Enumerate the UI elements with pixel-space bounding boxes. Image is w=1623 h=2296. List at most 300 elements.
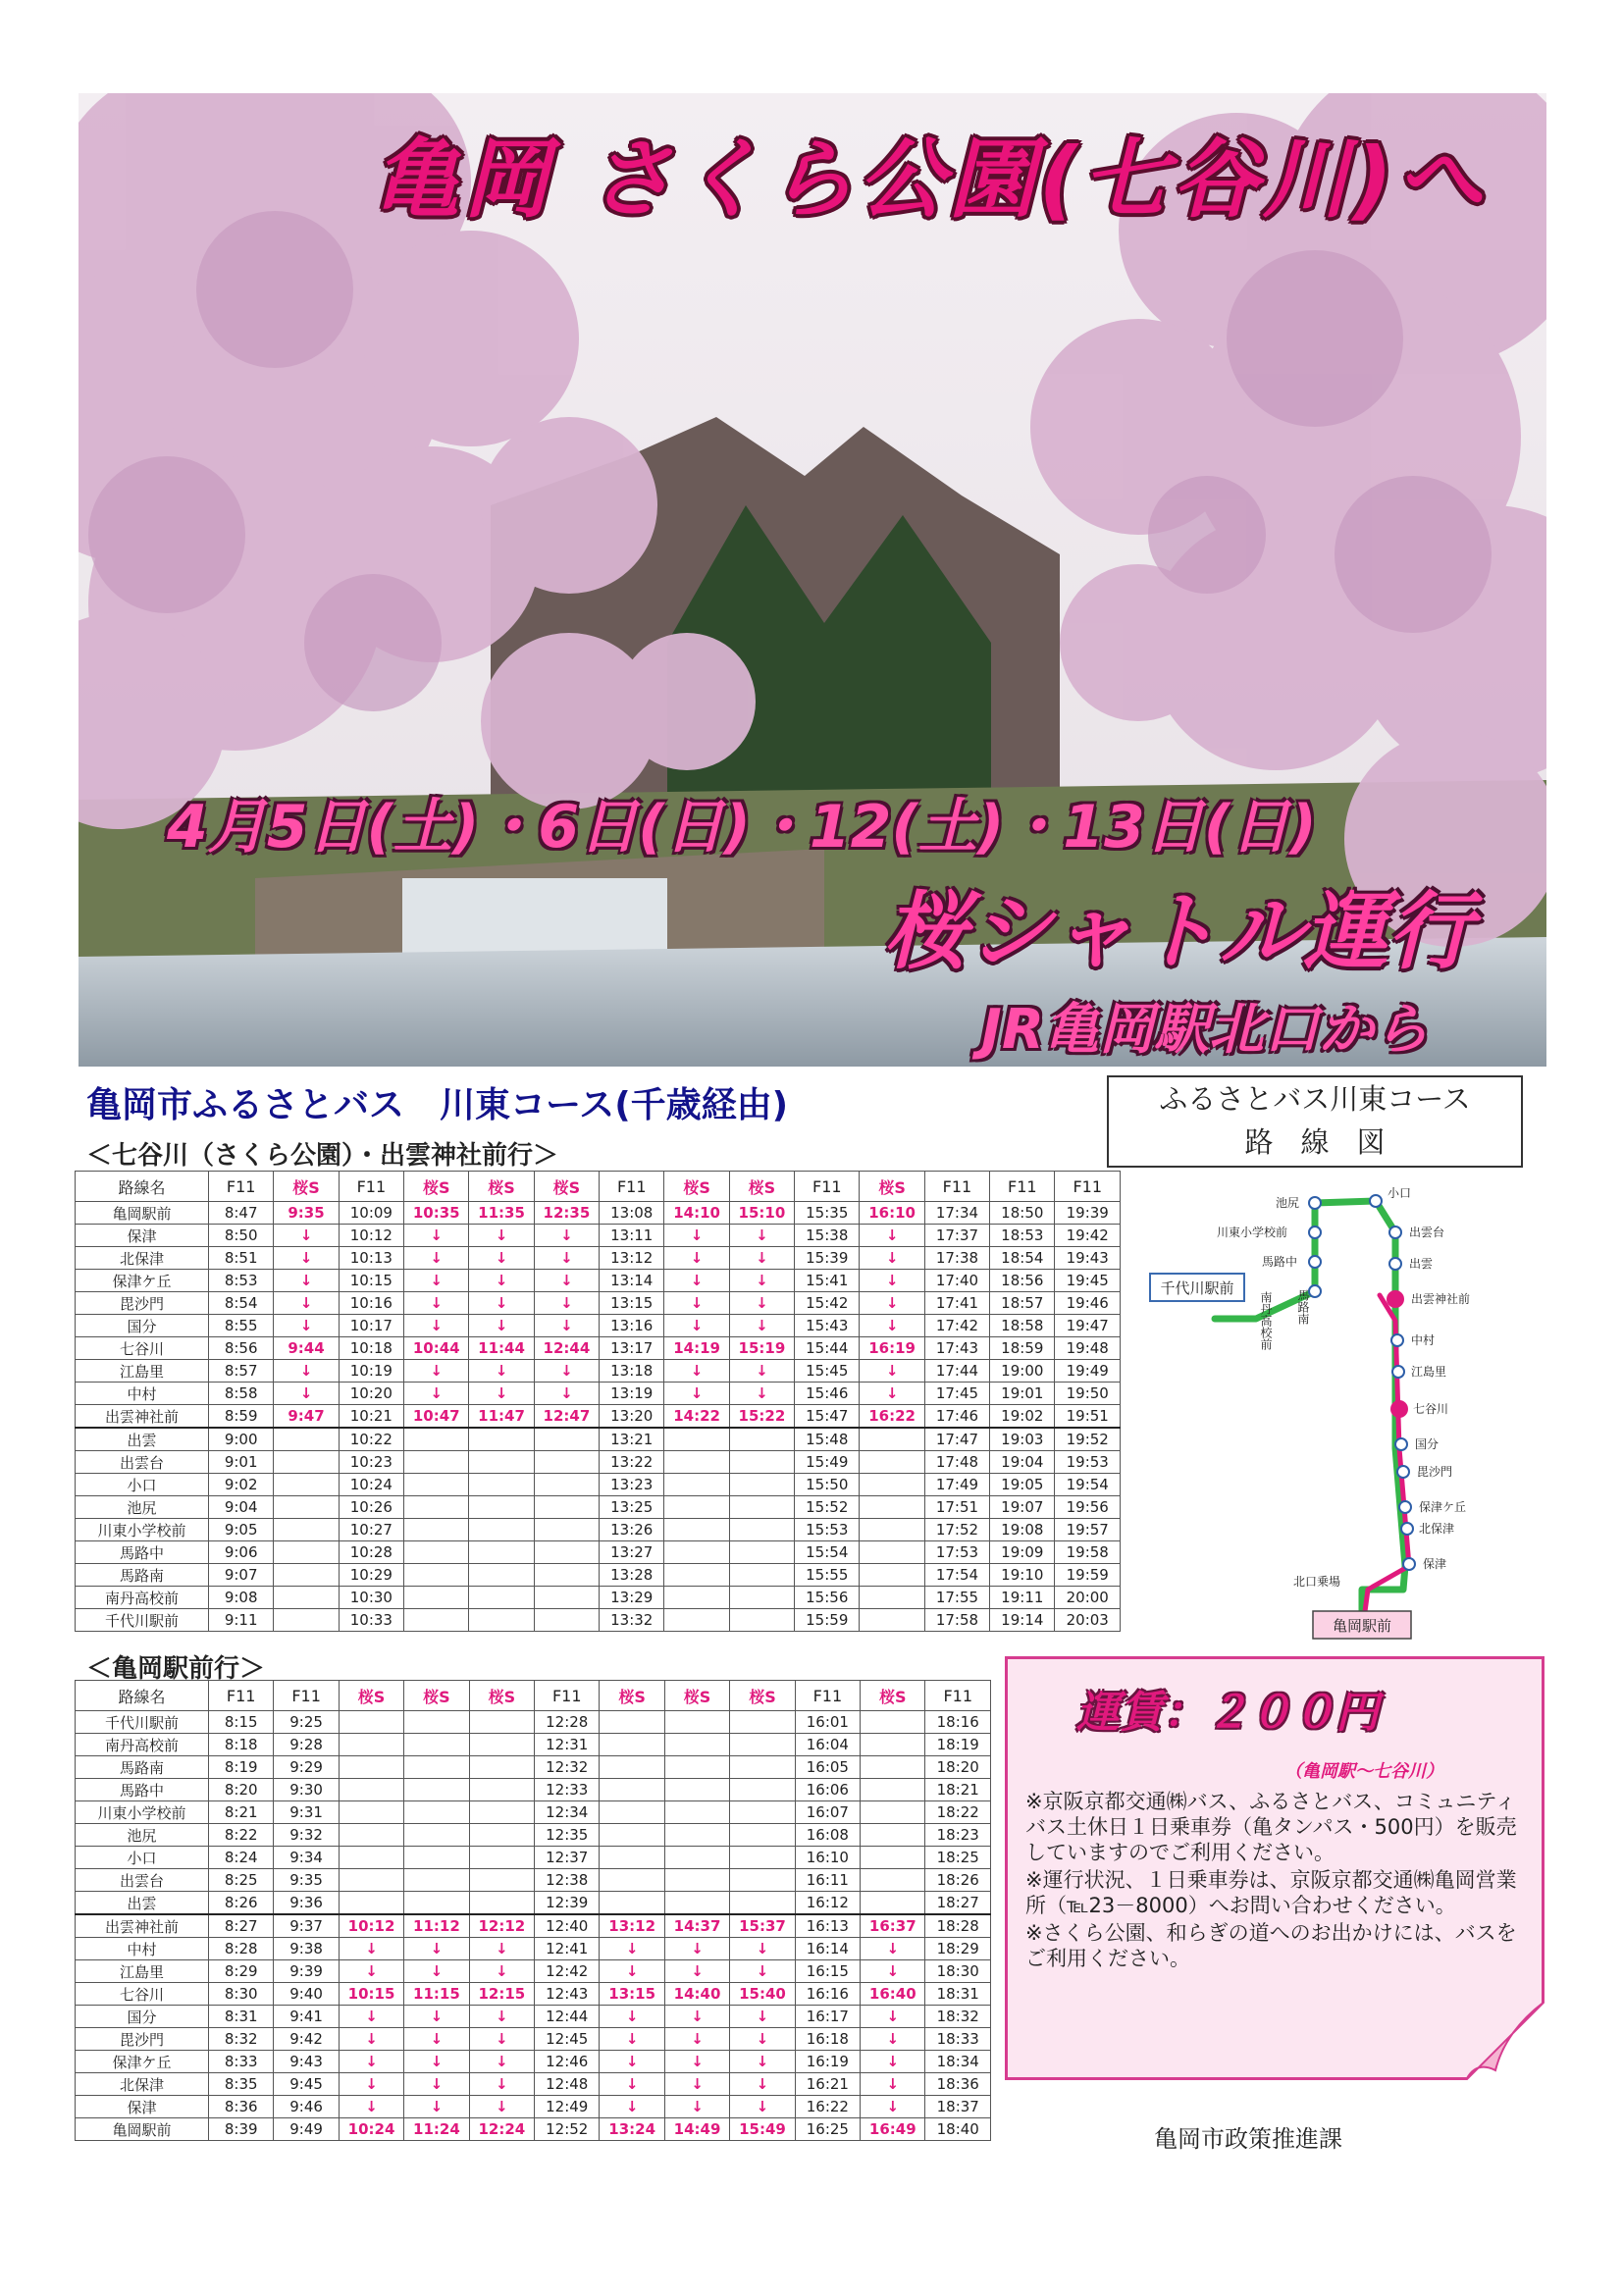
- departure-time: 19:53: [1055, 1451, 1121, 1474]
- departure-time: 9:35: [274, 1869, 339, 1892]
- departure-time: 12:35: [535, 1824, 600, 1847]
- departure-time: [600, 1892, 664, 1915]
- departure-time: ↓: [339, 2051, 403, 2073]
- departure-time: 11:12: [404, 1914, 469, 1938]
- departure-time: ↓: [339, 2073, 403, 2096]
- map-stop-chiyokawa: 千代川駅前: [1160, 1279, 1234, 1297]
- departure-time: [534, 1609, 599, 1632]
- departure-time: [664, 1824, 729, 1847]
- departure-time: ↓: [339, 1960, 403, 1983]
- timetable-row: [76, 2073, 991, 2096]
- departure-time: 12:40: [535, 1914, 600, 1938]
- departure-time: [860, 1428, 924, 1451]
- stop-name: 馬路中: [76, 1541, 209, 1564]
- departure-time: [729, 1609, 794, 1632]
- route-title: 亀岡市ふるさとバス 川東コース(千歳経由): [86, 1085, 789, 1125]
- departure-time: [469, 1587, 534, 1609]
- departure-time: 19:04: [990, 1451, 1055, 1474]
- stop-name: 中村: [76, 1938, 209, 1960]
- timetable-row: [76, 1960, 991, 1983]
- departure-time: ↓: [861, 2096, 925, 2118]
- departure-time: [860, 1609, 924, 1632]
- departure-time: 19:50: [1055, 1383, 1121, 1405]
- column-header-service: 桜S: [274, 1172, 339, 1202]
- departure-time: ↓: [469, 1938, 534, 1960]
- departure-time: 13:08: [600, 1202, 664, 1225]
- departure-time: ↓: [404, 2006, 469, 2028]
- departure-time: 19:59: [1055, 1564, 1121, 1587]
- departure-time: [664, 1892, 729, 1915]
- departure-time: 19:46: [1055, 1292, 1121, 1315]
- departure-time: 18:34: [925, 2051, 991, 2073]
- departure-time: ↓: [860, 1225, 924, 1247]
- fare-title: 運賃：２００円: [1076, 1688, 1379, 1738]
- departure-time: [404, 1564, 469, 1587]
- departure-time: 9:40: [274, 1983, 339, 2006]
- map-stop-label: 江島里: [1411, 1365, 1447, 1379]
- timetable-inbound: [75, 1680, 991, 2141]
- departure-time: [730, 1779, 795, 1801]
- stop-name: 池尻: [76, 1824, 209, 1847]
- departure-time: 16:18: [795, 2028, 860, 2051]
- departure-time: 9:11: [209, 1609, 274, 1632]
- departure-time: 10:47: [404, 1405, 469, 1429]
- departure-time: 12:44: [535, 2006, 600, 2028]
- fare-subtitle: （亀岡駅～七谷川）: [1284, 1761, 1443, 1782]
- departure-time: 10:20: [339, 1383, 403, 1405]
- departure-time: 13:26: [600, 1519, 664, 1541]
- departure-time: ↓: [469, 2073, 534, 2096]
- departure-time: [860, 1587, 924, 1609]
- departure-time: 17:45: [924, 1383, 989, 1405]
- departure-time: 13:14: [600, 1270, 664, 1292]
- departure-time: 18:22: [925, 1801, 991, 1824]
- timetable-row: [76, 2051, 991, 2073]
- timetable-row: [76, 1496, 1121, 1519]
- departure-time: 9:44: [274, 1337, 339, 1360]
- departure-time: 9:37: [274, 1914, 339, 1938]
- timetable-row: [76, 2006, 991, 2028]
- map-stop-label: 北保津: [1419, 1522, 1455, 1536]
- departure-time: [469, 1474, 534, 1496]
- departure-time: 16:15: [795, 1960, 860, 1983]
- departure-time: 19:11: [990, 1587, 1055, 1609]
- departure-time: [274, 1428, 339, 1451]
- page-curl-decoration: [1466, 2002, 1544, 2080]
- departure-time: 12:49: [535, 2096, 600, 2118]
- departure-time: ↓: [664, 1960, 729, 1983]
- departure-time: [274, 1587, 339, 1609]
- timetable-row: [76, 1474, 1121, 1496]
- departure-time: 19:05: [990, 1474, 1055, 1496]
- departure-time: 12:24: [469, 2118, 534, 2141]
- departure-time: ↓: [729, 1270, 794, 1292]
- departure-time: 12:35: [534, 1202, 599, 1225]
- departure-time: [729, 1496, 794, 1519]
- departure-time: 19:48: [1055, 1337, 1121, 1360]
- departure-time: 15:52: [795, 1496, 860, 1519]
- departure-time: 16:08: [795, 1824, 860, 1847]
- departure-time: 8:20: [209, 1779, 274, 1801]
- map-stop-marker: [1309, 1256, 1321, 1268]
- departure-time: 17:53: [924, 1541, 989, 1564]
- stop-name: 千代川駅前: [76, 1609, 209, 1632]
- departure-time: 10:24: [339, 1474, 403, 1496]
- departure-time: 16:37: [861, 1914, 925, 1938]
- departure-time: [664, 1609, 729, 1632]
- map-stop-label: 出雲: [1409, 1257, 1434, 1271]
- departure-time: 11:44: [469, 1337, 534, 1360]
- column-header-service: F11: [925, 1681, 991, 1711]
- departure-time: 10:35: [404, 1202, 469, 1225]
- departure-time: [274, 1496, 339, 1519]
- departure-time: 10:28: [339, 1541, 403, 1564]
- departure-time: ↓: [860, 1360, 924, 1383]
- departure-time: [469, 1734, 534, 1756]
- departure-time: [404, 1474, 469, 1496]
- departure-time: ↓: [729, 1315, 794, 1337]
- timetable-row: [76, 2118, 991, 2141]
- departure-time: ↓: [860, 1292, 924, 1315]
- stop-name: 七谷川: [76, 1337, 209, 1360]
- departure-time: ↓: [730, 2073, 795, 2096]
- departure-time: 12:15: [469, 1983, 534, 2006]
- departure-time: ↓: [274, 1247, 339, 1270]
- departure-time: [729, 1428, 794, 1451]
- departure-time: 16:12: [795, 1892, 860, 1915]
- departure-time: [600, 1824, 664, 1847]
- timetable-row: [76, 1451, 1121, 1474]
- departure-time: [469, 1428, 534, 1451]
- departure-time: 19:58: [1055, 1541, 1121, 1564]
- departure-time: 8:54: [209, 1292, 274, 1315]
- departure-time: 13:15: [600, 1292, 664, 1315]
- departure-time: ↓: [274, 1292, 339, 1315]
- departure-time: ↓: [404, 2028, 469, 2051]
- stop-name: 小口: [76, 1474, 209, 1496]
- departure-time: [469, 1496, 534, 1519]
- departure-time: 15:55: [795, 1564, 860, 1587]
- map-stop-label: 中村: [1411, 1333, 1436, 1347]
- departure-time: 14:40: [664, 1983, 729, 2006]
- fare-notes: [1025, 1789, 1536, 1973]
- departure-time: ↓: [339, 1938, 403, 1960]
- departure-time: 11:15: [404, 1983, 469, 2006]
- departure-time: 13:19: [600, 1383, 664, 1405]
- departure-time: [664, 1587, 729, 1609]
- timetable-row: [76, 1519, 1121, 1541]
- departure-time: 12:12: [469, 1914, 534, 1938]
- departure-time: [469, 1609, 534, 1632]
- departure-time: ↓: [664, 1360, 729, 1383]
- departure-time: 9:47: [274, 1405, 339, 1429]
- departure-time: 13:20: [600, 1405, 664, 1429]
- departure-time: 14:10: [664, 1202, 729, 1225]
- column-header-service: 桜S: [860, 1172, 924, 1202]
- departure-time: 9:29: [274, 1756, 339, 1779]
- departure-time: 12:28: [535, 1711, 600, 1734]
- stop-name: 国分: [76, 2006, 209, 2028]
- departure-time: 16:21: [795, 2073, 860, 2096]
- map-sakura-stop: [1390, 1400, 1408, 1418]
- departure-time: 16:01: [795, 1711, 860, 1734]
- fare-note: ※運行状況、１日乗車券は、京阪京都交通㈱亀岡営業所（℡23－8000）へお問い合わせください。: [1025, 1868, 1517, 1917]
- departure-time: ↓: [730, 2028, 795, 2051]
- departure-time: 18:21: [925, 1779, 991, 1801]
- departure-time: 17:37: [924, 1225, 989, 1247]
- departure-time: [861, 1779, 925, 1801]
- hero-from-text: JR亀岡駅北口から: [981, 998, 1429, 1062]
- departure-time: 18:40: [925, 2118, 991, 2141]
- departure-time: ↓: [534, 1225, 599, 1247]
- departure-time: [664, 1847, 729, 1869]
- departure-time: [729, 1451, 794, 1474]
- departure-time: 12:32: [535, 1756, 600, 1779]
- departure-time: ↓: [469, 1270, 534, 1292]
- departure-time: 9:00: [209, 1428, 274, 1451]
- departure-time: 17:34: [924, 1202, 989, 1225]
- stop-name: 国分: [76, 1315, 209, 1337]
- departure-time: 19:56: [1055, 1496, 1121, 1519]
- departure-time: 9:06: [209, 1541, 274, 1564]
- departure-time: ↓: [729, 1247, 794, 1270]
- departure-time: [664, 1734, 729, 1756]
- departure-time: [664, 1564, 729, 1587]
- stop-name: 川東小学校前: [76, 1801, 209, 1824]
- departure-time: 8:36: [209, 2096, 274, 2118]
- timetable-row: [76, 1202, 1121, 1225]
- departure-time: ↓: [730, 1938, 795, 1960]
- departure-time: 8:22: [209, 1824, 274, 1847]
- stop-name: 北保津: [76, 1247, 209, 1270]
- timetable-row: [76, 1779, 991, 1801]
- departure-time: [860, 1564, 924, 1587]
- departure-time: [339, 1779, 403, 1801]
- map-stop-label: 馬路中: [1262, 1255, 1298, 1269]
- departure-time: [534, 1428, 599, 1451]
- departure-time: 10:13: [339, 1247, 403, 1270]
- departure-time: [600, 1801, 664, 1824]
- departure-time: 15:41: [795, 1270, 860, 1292]
- departure-time: 10:18: [339, 1337, 403, 1360]
- departure-time: 9:36: [274, 1892, 339, 1915]
- departure-time: [860, 1496, 924, 1519]
- departure-time: 17:38: [924, 1247, 989, 1270]
- departure-time: 17:48: [924, 1451, 989, 1474]
- departure-time: [469, 1869, 534, 1892]
- departure-time: 17:49: [924, 1474, 989, 1496]
- departure-time: 18:23: [925, 1824, 991, 1847]
- departure-time: 10:24: [339, 2118, 403, 2141]
- departure-time: ↓: [664, 2051, 729, 2073]
- stop-name: 馬路南: [76, 1564, 209, 1587]
- departure-time: 19:47: [1055, 1315, 1121, 1337]
- departure-time: [860, 1541, 924, 1564]
- departure-time: 9:35: [274, 1202, 339, 1225]
- departure-time: ↓: [404, 1247, 469, 1270]
- departure-time: 18:19: [925, 1734, 991, 1756]
- departure-time: 14:49: [664, 2118, 729, 2141]
- departure-time: 17:47: [924, 1428, 989, 1451]
- departure-time: [404, 1496, 469, 1519]
- departure-time: 17:54: [924, 1564, 989, 1587]
- departure-time: ↓: [469, 1960, 534, 1983]
- departure-time: 15:38: [795, 1225, 860, 1247]
- departure-time: ↓: [404, 2073, 469, 2096]
- map-stop-marker: [1397, 1466, 1409, 1478]
- departure-time: ↓: [860, 1247, 924, 1270]
- departure-time: 16:10: [860, 1202, 924, 1225]
- map-stop-marker: [1309, 1226, 1321, 1238]
- departure-time: 10:16: [339, 1292, 403, 1315]
- departure-time: ↓: [730, 2006, 795, 2028]
- departure-time: 18:37: [925, 2096, 991, 2118]
- departure-time: ↓: [404, 1360, 469, 1383]
- departure-time: 17:46: [924, 1405, 989, 1429]
- departure-time: ↓: [274, 1315, 339, 1337]
- departure-time: [860, 1519, 924, 1541]
- map-stop-label: 北口乗場: [1293, 1575, 1341, 1589]
- departure-time: 16:10: [795, 1847, 860, 1869]
- departure-time: 16:04: [795, 1734, 860, 1756]
- departure-time: 19:42: [1055, 1225, 1121, 1247]
- departure-time: [600, 1779, 664, 1801]
- department-name: 亀岡市政策推進課: [1154, 2125, 1342, 2153]
- departure-time: 8:59: [209, 1405, 274, 1429]
- stop-name: 保津ケ丘: [76, 2051, 209, 2073]
- departure-time: ↓: [534, 1270, 599, 1292]
- departure-time: [339, 1756, 403, 1779]
- departure-time: 12:45: [535, 2028, 600, 2051]
- departure-time: ↓: [730, 2096, 795, 2118]
- column-header-service: 桜S: [534, 1172, 599, 1202]
- departure-time: 10:21: [339, 1405, 403, 1429]
- timetable-row: [76, 1938, 991, 1960]
- departure-time: 18:26: [925, 1869, 991, 1892]
- stop-name: 毘沙門: [76, 2028, 209, 2051]
- timetable-outbound: [75, 1171, 1121, 1632]
- departure-time: 9:31: [274, 1801, 339, 1824]
- departure-time: ↓: [664, 1315, 729, 1337]
- departure-time: [274, 1541, 339, 1564]
- departure-time: ↓: [664, 2028, 729, 2051]
- map-stop-marker: [1399, 1501, 1411, 1513]
- stop-name: 七谷川: [76, 1983, 209, 2006]
- departure-time: 16:11: [795, 1869, 860, 1892]
- departure-time: [404, 1847, 469, 1869]
- departure-time: ↓: [274, 1383, 339, 1405]
- column-header-service: F11: [535, 1681, 600, 1711]
- timetable-row: [76, 1383, 1121, 1405]
- column-header-service: 桜S: [664, 1172, 729, 1202]
- departure-time: [729, 1474, 794, 1496]
- timetable-row: [76, 1869, 991, 1892]
- departure-time: 17:58: [924, 1609, 989, 1632]
- timetable-row: [76, 1360, 1121, 1383]
- departure-time: 15:46: [795, 1383, 860, 1405]
- departure-time: 9:07: [209, 1564, 274, 1587]
- departure-time: 16:49: [861, 2118, 925, 2141]
- departure-time: ↓: [469, 2006, 534, 2028]
- departure-time: ↓: [664, 1247, 729, 1270]
- departure-time: 12:31: [535, 1734, 600, 1756]
- departure-time: 19:08: [990, 1519, 1055, 1541]
- departure-time: ↓: [600, 1960, 664, 1983]
- departure-time: 15:44: [795, 1337, 860, 1360]
- departure-time: 8:57: [209, 1360, 274, 1383]
- departure-time: [729, 1587, 794, 1609]
- departure-time: 18:27: [925, 1892, 991, 1915]
- stop-name: 保津: [76, 2096, 209, 2118]
- departure-time: 19:07: [990, 1496, 1055, 1519]
- departure-time: [404, 1824, 469, 1847]
- departure-time: 9:38: [274, 1938, 339, 1960]
- departure-time: [339, 1892, 403, 1915]
- departure-time: 9:30: [274, 1779, 339, 1801]
- map-stop-label: 出雲神社前: [1411, 1292, 1471, 1306]
- departure-time: 10:15: [339, 1270, 403, 1292]
- departure-time: 10:17: [339, 1315, 403, 1337]
- departure-time: ↓: [404, 1270, 469, 1292]
- departure-time: 17:44: [924, 1360, 989, 1383]
- departure-time: ↓: [274, 1225, 339, 1247]
- departure-time: [860, 1474, 924, 1496]
- departure-time: 11:24: [404, 2118, 469, 2141]
- departure-time: 16:06: [795, 1779, 860, 1801]
- departure-time: 8:18: [209, 1734, 274, 1756]
- departure-time: [404, 1541, 469, 1564]
- departure-time: 15:59: [795, 1609, 860, 1632]
- departure-time: [729, 1519, 794, 1541]
- departure-time: 8:28: [209, 1938, 274, 1960]
- departure-time: 8:51: [209, 1247, 274, 1270]
- map-stop-label: 七谷川: [1413, 1402, 1449, 1416]
- column-header-service: 桜S: [469, 1172, 534, 1202]
- departure-time: 13:27: [600, 1541, 664, 1564]
- departure-time: 12:43: [535, 1983, 600, 2006]
- departure-time: 19:45: [1055, 1270, 1121, 1292]
- departure-time: [469, 1541, 534, 1564]
- departure-time: [861, 1711, 925, 1734]
- departure-time: 13:17: [600, 1337, 664, 1360]
- departure-time: 8:33: [209, 2051, 274, 2073]
- timetable-row: [76, 1847, 991, 1869]
- departure-time: 8:19: [209, 1756, 274, 1779]
- departure-time: 19:39: [1055, 1202, 1121, 1225]
- departure-time: ↓: [469, 1292, 534, 1315]
- departure-time: 10:23: [339, 1451, 403, 1474]
- departure-time: 16:16: [795, 1983, 860, 2006]
- column-header-route: 路線名: [76, 1172, 209, 1202]
- departure-time: [730, 1711, 795, 1734]
- map-stop-marker: [1391, 1334, 1403, 1346]
- departure-time: 8:35: [209, 2073, 274, 2096]
- departure-time: ↓: [664, 1292, 729, 1315]
- departure-time: ↓: [600, 2096, 664, 2118]
- column-header-service: 桜S: [730, 1681, 795, 1711]
- departure-time: [600, 1756, 664, 1779]
- departure-time: [664, 1496, 729, 1519]
- departure-time: 18:30: [925, 1960, 991, 1983]
- departure-time: 13:12: [600, 1247, 664, 1270]
- departure-time: 9:02: [209, 1474, 274, 1496]
- departure-time: 19:01: [990, 1383, 1055, 1405]
- departure-time: [534, 1474, 599, 1496]
- departure-time: ↓: [600, 1938, 664, 1960]
- departure-time: 12:48: [535, 2073, 600, 2096]
- route-map-title-line1: ふるさとバス川東コース: [1159, 1082, 1471, 1116]
- departure-time: 9:39: [274, 1960, 339, 1983]
